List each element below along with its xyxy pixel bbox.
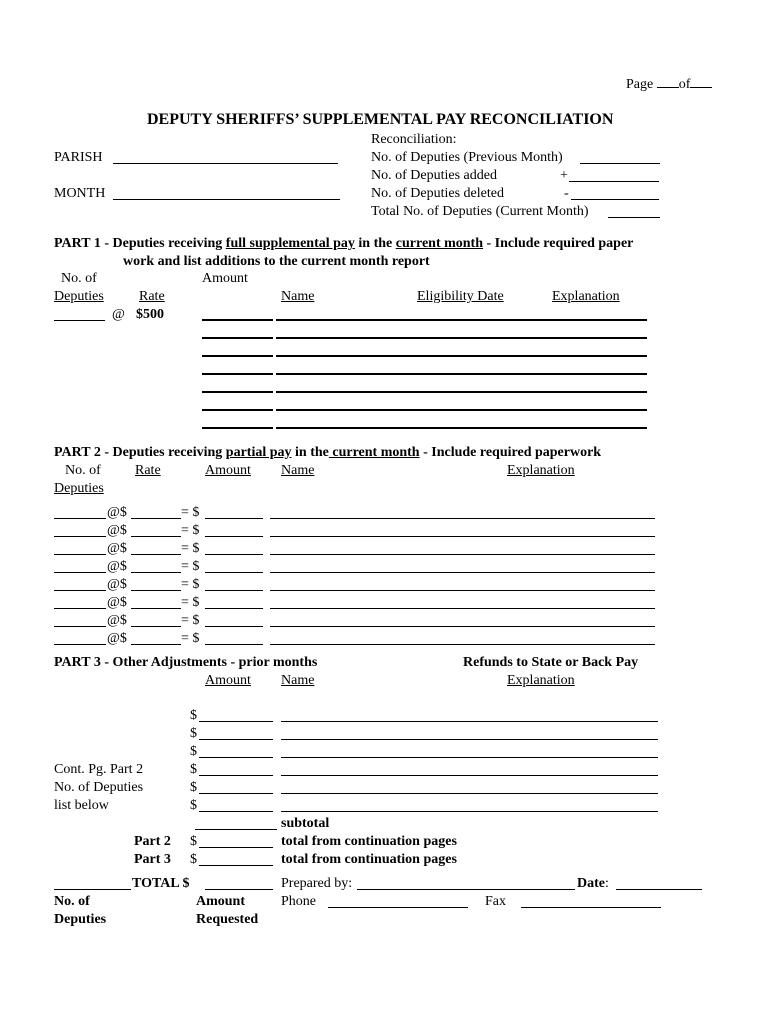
part2-at: @$ (107, 541, 127, 556)
part2-name-field[interactable] (270, 590, 655, 591)
fax-label: Fax (485, 894, 506, 909)
page-label: Page (626, 77, 654, 92)
part2-col-deputies: Deputies (54, 481, 104, 496)
part2-at: @$ (107, 505, 127, 520)
part2-eq: = $ (181, 577, 200, 592)
part2-rate-field[interactable] (131, 572, 181, 573)
reconciliation-deleted-label: No. of Deputies deleted (371, 186, 504, 201)
part2-deputies-field[interactable] (54, 626, 106, 627)
cont-list-below-label: list below (54, 798, 109, 813)
reconciliation-deleted-field[interactable] (571, 199, 659, 200)
total-amount-field[interactable] (205, 889, 273, 890)
part2-rate-field[interactable] (131, 608, 181, 609)
reconciliation-heading: Reconciliation: (371, 132, 457, 147)
reconciliation-total-label: Total No. of Deputies (Current Month) (371, 204, 589, 219)
part3-amount-field[interactable] (199, 775, 273, 776)
part1-col-rate: Rate (139, 289, 165, 304)
part3-refunds: Refunds to State or Back Pay (463, 655, 639, 670)
part2-deputies-field[interactable] (54, 518, 106, 519)
part2-amount-field[interactable] (205, 590, 263, 591)
part2-eq: = $ (181, 613, 200, 628)
part2-eq: = $ (181, 505, 200, 520)
part3-col-amount: Amount (205, 673, 251, 688)
part3-total-field[interactable] (199, 865, 273, 866)
part2-heading: PART 2 - Deputies receiving partial pay in the current month - Include required paperwork (54, 445, 602, 460)
part2-rate-field[interactable] (131, 518, 181, 519)
phone-label: Phone (281, 894, 316, 909)
part2-eq: = $ (181, 523, 200, 538)
total-label: TOTAL $ (132, 876, 190, 891)
part3-dollar: $ (190, 798, 197, 813)
prepared-by-label: Prepared by: (281, 876, 353, 891)
part2-total-label: Part 2 (134, 834, 171, 849)
part3-name-field[interactable] (281, 775, 658, 776)
part2-deputies-field[interactable] (54, 572, 106, 573)
part2-at: @$ (107, 577, 127, 592)
page-blank[interactable] (657, 76, 679, 88)
part2-amount-field[interactable] (205, 644, 263, 645)
part3-total-text: total from continuation pages (281, 852, 457, 867)
part2-deputies-field[interactable] (54, 644, 106, 645)
part2-name-field[interactable] (270, 554, 655, 555)
part1-heading-line2: work and list additions to the current month report (123, 254, 430, 269)
part2-at: @$ (107, 559, 127, 574)
page-title: DEPUTY SHERIFFS’ SUPPLEMENTAL PAY RECONCILIATION (147, 111, 614, 128)
subtotal-field[interactable] (195, 829, 277, 830)
part2-col-name: Name (281, 463, 315, 478)
part2-deputies-field[interactable] (54, 536, 106, 537)
part1-col-name: Name (281, 289, 315, 304)
part3-name-field[interactable] (281, 739, 658, 740)
part1-heading: PART 1 - Deputies receiving full supplemental pay in the current month - Include required paper (54, 236, 634, 251)
part3-amount-field[interactable] (199, 721, 273, 722)
part2-rate-field[interactable] (131, 536, 181, 537)
fax-field[interactable] (521, 907, 661, 908)
part3-dollar: $ (190, 708, 197, 723)
part2-eq: = $ (181, 595, 200, 610)
part3-amount-field[interactable] (199, 793, 273, 794)
part2-total-text: total from continuation pages (281, 834, 457, 849)
part2-rate-field[interactable] (131, 626, 181, 627)
part2-name-field[interactable] (270, 572, 655, 573)
part3-heading: PART 3 - Other Adjustments - prior months (54, 655, 318, 670)
date-label: Date: (577, 876, 609, 891)
prepared-by-field[interactable] (357, 889, 575, 890)
part2-rate-field[interactable] (131, 644, 181, 645)
parish-label: PARISH (54, 150, 103, 165)
part3-col-name: Name (281, 673, 315, 688)
date-field[interactable] (616, 889, 702, 890)
of-blank[interactable] (690, 76, 712, 88)
part2-amount-field[interactable] (205, 626, 263, 627)
part3-name-field[interactable] (281, 721, 658, 722)
part1-col-amount: Amount (202, 271, 248, 286)
part2-at: @$ (107, 595, 127, 610)
reconciliation-added-sign: + (560, 168, 568, 183)
part2-amount-field[interactable] (205, 536, 263, 537)
part2-total-dollar: $ (190, 834, 197, 849)
part3-amount-field[interactable] (199, 811, 273, 812)
part3-dollar: $ (190, 744, 197, 759)
part2-amount-field[interactable] (205, 572, 263, 573)
part1-col-deputies: Deputies (54, 289, 104, 304)
part3-dollar: $ (190, 726, 197, 741)
part3-amount-field[interactable] (199, 739, 273, 740)
part2-deputies-field[interactable] (54, 590, 106, 591)
reconciliation-previous-label: No. of Deputies (Previous Month) (371, 150, 563, 165)
footer-amount: Amount (196, 894, 246, 909)
part2-deputies-field[interactable] (54, 608, 106, 609)
part2-at: @$ (107, 613, 127, 628)
phone-field[interactable] (328, 907, 468, 908)
part2-eq: = $ (181, 541, 200, 556)
month-field[interactable] (113, 199, 340, 200)
part2-col-explanation: Explanation (507, 463, 575, 478)
parish-field[interactable] (113, 163, 338, 164)
part2-rate-field[interactable] (131, 554, 181, 555)
part3-name-field[interactable] (281, 793, 658, 794)
part3-name-field[interactable] (281, 757, 658, 758)
part2-rate-field[interactable] (131, 590, 181, 591)
part2-col-no-of: No. of (65, 463, 101, 478)
of-label: of (678, 77, 691, 92)
part3-amount-field[interactable] (199, 757, 273, 758)
reconciliation-previous-field[interactable] (580, 163, 660, 164)
part2-amount-field[interactable] (205, 554, 263, 555)
month-label: MONTH (54, 186, 106, 201)
part3-total-label: Part 3 (134, 852, 171, 867)
subtotal-label: subtotal (281, 816, 330, 831)
part3-col-explanation: Explanation (507, 673, 575, 688)
part1-col-explanation: Explanation (552, 289, 620, 304)
part3-dollar: $ (190, 780, 197, 795)
part2-at: @$ (107, 523, 127, 538)
part1-col-eligibility: Eligibility Date (417, 289, 504, 304)
part2-col-amount: Amount (205, 463, 251, 478)
reconciliation-added-label: No. of Deputies added (371, 168, 497, 183)
reconciliation-deleted-sign: - (564, 186, 569, 201)
part2-name-field[interactable] (270, 518, 655, 519)
part2-name-field[interactable] (270, 608, 655, 609)
part2-deputies-field[interactable] (54, 554, 106, 555)
footer-requested: Requested (196, 912, 259, 927)
part2-at: @$ (107, 631, 127, 646)
total-deputies-field[interactable] (54, 889, 131, 890)
part2-eq: = $ (181, 631, 200, 646)
part3-dollar: $ (190, 762, 197, 777)
part1-deputies-field[interactable] (54, 320, 105, 321)
part1-rate-value: $500 (136, 307, 164, 322)
part2-amount-field[interactable] (205, 608, 263, 609)
footer-no-of: No. of (54, 894, 90, 909)
reconciliation-added-field[interactable] (569, 181, 659, 182)
footer-deputies: Deputies (54, 912, 107, 927)
page-number (626, 76, 712, 93)
part2-eq: = $ (181, 559, 200, 574)
part2-name-field[interactable] (270, 626, 655, 627)
part2-total-field[interactable] (199, 847, 273, 848)
part3-total-dollar: $ (190, 852, 197, 867)
part1-at: @ (112, 307, 125, 322)
part2-name-field[interactable] (270, 536, 655, 537)
cont-no-deputies-label: No. of Deputies (54, 780, 144, 795)
part1-col-no-of: No. of (61, 271, 97, 286)
cont-part2-label: Cont. Pg. Part 2 (54, 762, 144, 777)
part2-name-field[interactable] (270, 644, 655, 645)
part3-name-field[interactable] (281, 811, 658, 812)
reconciliation-total-field[interactable] (608, 217, 660, 218)
part2-amount-field[interactable] (205, 518, 263, 519)
part2-col-rate: Rate (135, 463, 161, 478)
